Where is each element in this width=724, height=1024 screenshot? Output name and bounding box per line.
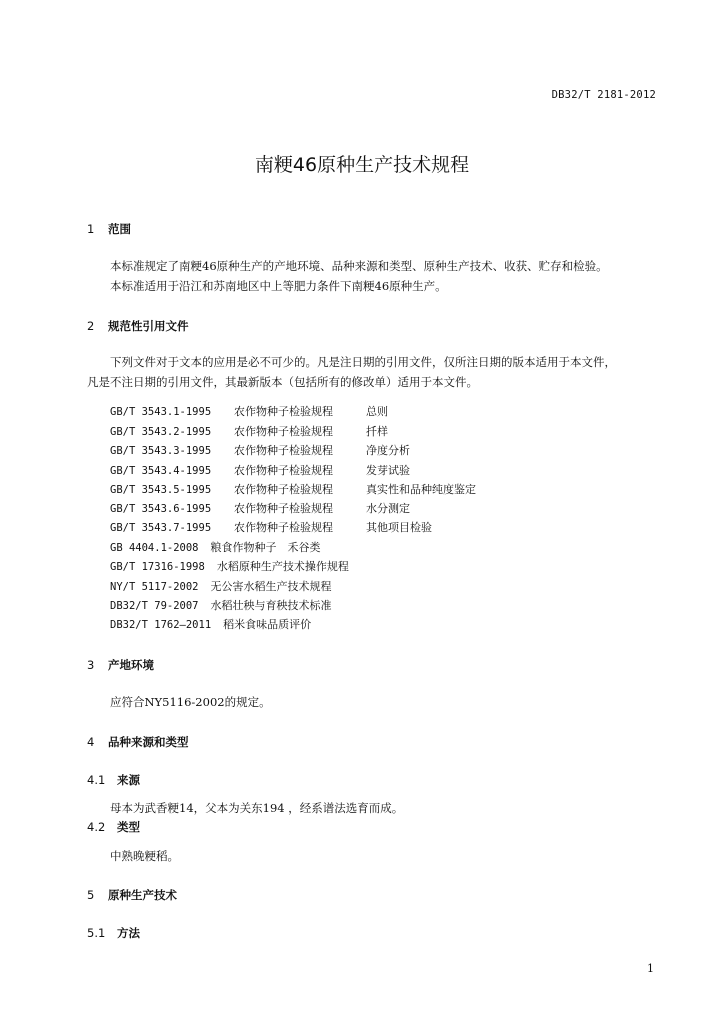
reference-code: GB/T 3543.4-1995 (110, 465, 212, 477)
section-5-heading (87, 887, 177, 903)
section-number: 4.1 (87, 773, 106, 787)
reference-code: GB/T 3543.1-1995 (110, 406, 212, 418)
reference-title: 稻米食味品质评价 (223, 618, 312, 631)
reference-item (110, 423, 388, 439)
section-4-2-heading (87, 819, 140, 835)
reference-item (110, 558, 349, 574)
reference-title: 无公害水稻生产技术规程 (210, 580, 332, 593)
reference-title: 粮食作物种子 禾谷类 (210, 541, 321, 554)
reference-title: 农作物种子检验规程 (234, 521, 333, 534)
reference-title: 农作物种子检验规程 (234, 405, 333, 418)
reference-code: NY/T 5117-2002 (110, 581, 199, 593)
section-title: 方法 (117, 926, 140, 940)
reference-title: 农作物种子检验规程 (234, 483, 333, 496)
section-number: 2 (87, 319, 95, 333)
section-title: 产地环境 (108, 658, 154, 672)
section-number: 4 (87, 735, 95, 749)
section-title: 品种来源和类型 (108, 735, 189, 749)
section-title: 原种生产技术 (108, 888, 177, 902)
reference-code: GB/T 3543.2-1995 (110, 426, 212, 438)
reference-title: 农作物种子检验规程 (234, 444, 333, 457)
document-code: DB32/T 2181-2012 (551, 89, 656, 101)
reference-code: GB 4404.1-2008 (110, 542, 199, 554)
reference-code: GB/T 17316-1998 (110, 561, 205, 573)
reference-subtitle: 水分测定 (366, 502, 410, 515)
reference-item (110, 578, 332, 594)
section-number: 3 (87, 658, 95, 672)
reference-code: DB32/T 1762—2011 (110, 619, 212, 631)
section-4-1-paragraph: 母本为武香粳14，父本为关东194 ，经系谱法选育而成。 (110, 801, 404, 815)
reference-item (110, 519, 432, 535)
section-1-heading (87, 221, 131, 237)
reference-subtitle: 真实性和品种纯度鉴定 (366, 483, 476, 496)
section-3-paragraph: 应符合NY5116-2002的规定。 (110, 695, 271, 709)
reference-item (110, 403, 388, 419)
reference-item (110, 597, 332, 613)
section-2-paragraph-2: 凡是不注日期的引用文件，其最新版本（包括所有的修改单）适用于本文件。 (87, 375, 478, 389)
reference-item (110, 462, 410, 478)
section-title: 范围 (108, 222, 131, 236)
reference-subtitle: 扦样 (366, 425, 388, 438)
reference-title: 农作物种子检验规程 (234, 502, 333, 515)
section-title: 类型 (117, 820, 140, 834)
section-4-heading (87, 734, 189, 750)
section-3-heading (87, 657, 154, 673)
section-number: 5 (87, 888, 95, 902)
section-2-paragraph-1: 下列文件对于文本的应用是必不可少的。凡是注日期的引用文件，仅所注日期的版本适用于本文件， (110, 355, 616, 369)
reference-code: GB/T 3543.3-1995 (110, 445, 212, 457)
reference-item (110, 442, 410, 458)
section-number: 5.1 (87, 926, 106, 940)
reference-subtitle: 其他项目检验 (366, 521, 432, 534)
reference-item (110, 539, 321, 555)
reference-title: 水稻原种生产技术操作规程 (216, 560, 349, 573)
section-5-1-heading (87, 925, 140, 941)
section-title: 来源 (117, 773, 140, 787)
section-1-paragraph-1: 本标准规定了南粳46原种生产的产地环境、品种来源和类型、原种生产技术、收获、贮存和检验。 (110, 259, 608, 273)
reference-item (110, 500, 410, 516)
section-1-paragraph-2: 本标准适用于沿江和苏南地区中上等肥力条件下南粳46原种生产。 (110, 279, 447, 293)
reference-item (110, 481, 476, 497)
section-4-1-heading (87, 772, 140, 788)
reference-title: 农作物种子检验规程 (234, 464, 333, 477)
reference-item (110, 616, 311, 632)
reference-title: 农作物种子检验规程 (234, 425, 333, 438)
reference-code: GB/T 3543.6-1995 (110, 503, 212, 515)
reference-code: DB32/T 79-2007 (110, 600, 199, 612)
reference-code: GB/T 3543.5-1995 (110, 484, 212, 496)
section-number: 1 (87, 222, 95, 236)
reference-title: 水稻壮秧与育秧技术标准 (210, 599, 332, 612)
reference-code: GB/T 3543.7-1995 (110, 522, 212, 534)
reference-subtitle: 发芽试验 (366, 464, 410, 477)
reference-subtitle: 总则 (366, 405, 388, 418)
document-title: 南粳46原种生产技术规程 (254, 154, 470, 176)
section-number: 4.2 (87, 820, 106, 834)
section-2-heading (87, 318, 189, 334)
section-title: 规范性引用文件 (108, 319, 189, 333)
page-number: 1 (647, 962, 654, 975)
section-4-2-paragraph: 中熟晚粳稻。 (110, 849, 179, 863)
reference-subtitle: 净度分析 (366, 444, 410, 457)
